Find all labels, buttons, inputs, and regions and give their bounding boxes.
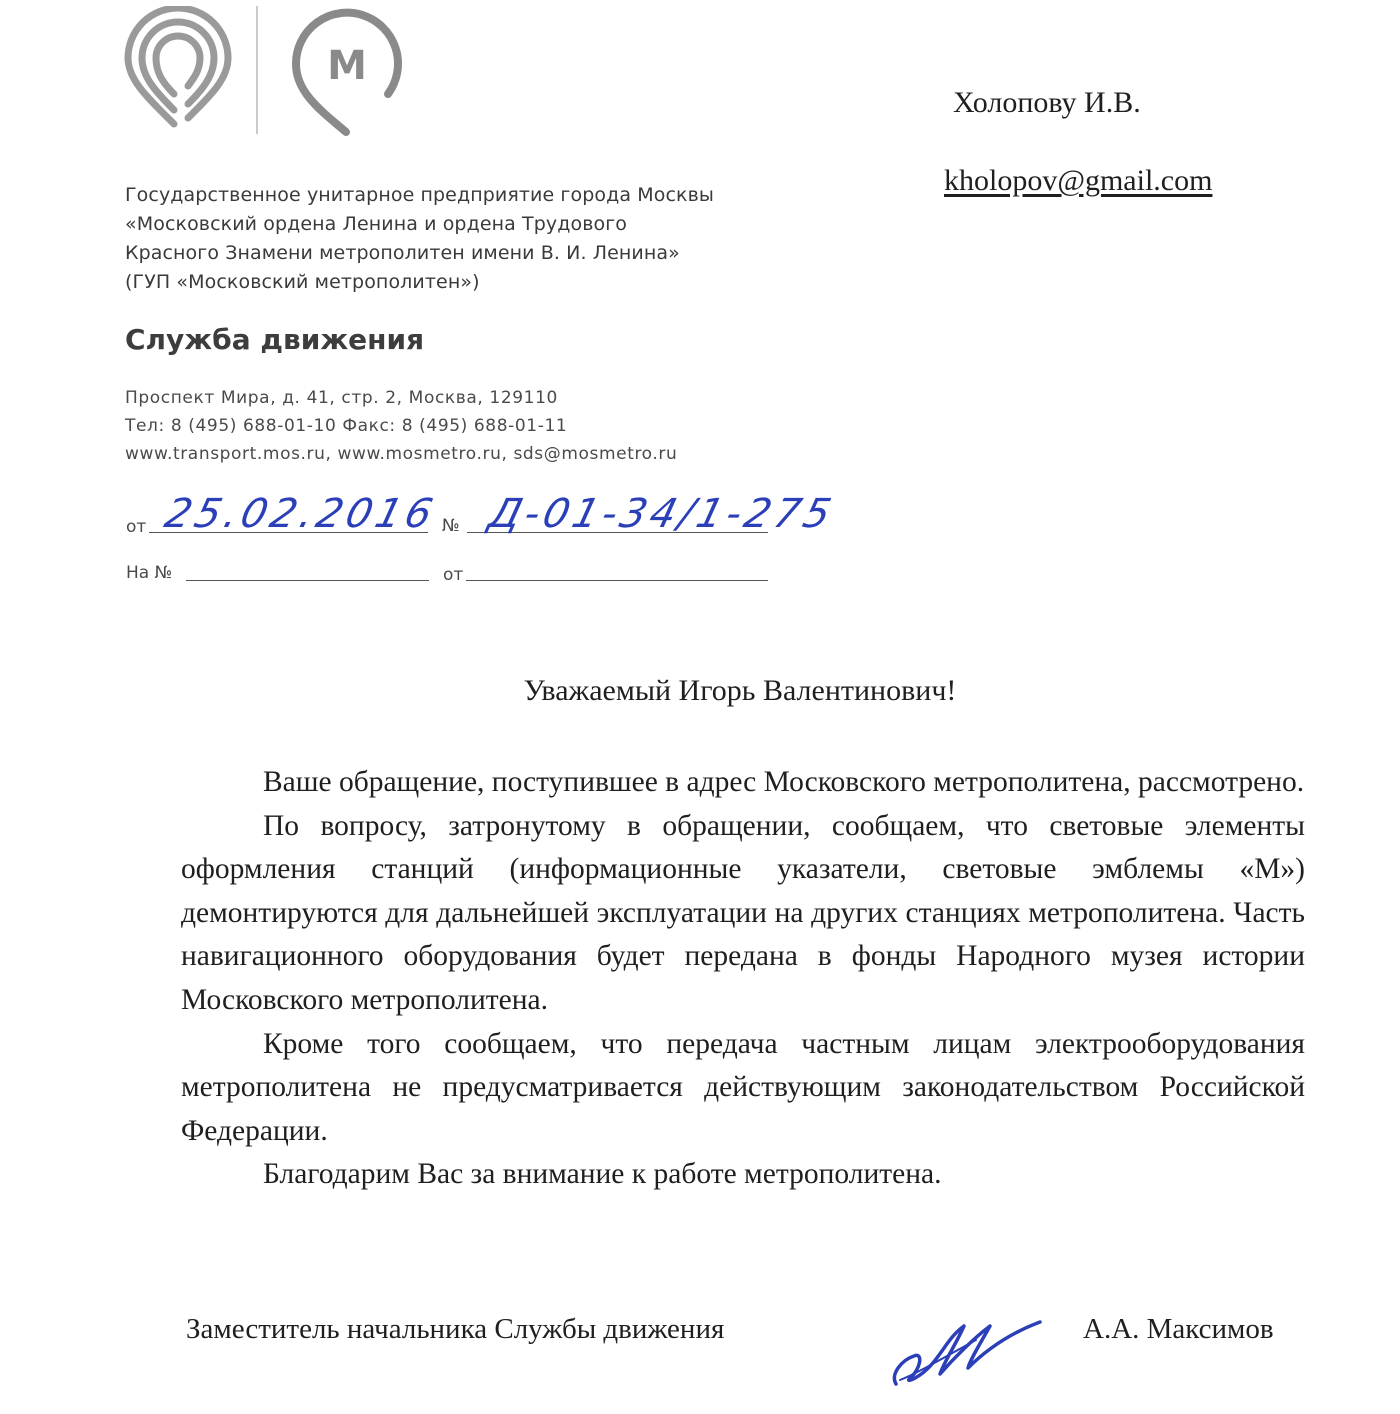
department-title: Служба движения [125,323,425,356]
signatory-name: А.А. Максимов [1083,1313,1274,1345]
letter-body [181,761,1305,1197]
reply-number-line [186,580,429,581]
recipient-email[interactable]: kholopov@gmail.com [944,164,1213,197]
handwritten-signature [880,1314,1060,1394]
reply-number-label: На № [126,563,173,583]
org-line: (ГУП «Московский метрополитен») [125,271,480,293]
number-handwritten: Д-01-34/1-275 [484,491,840,537]
reply-date-line [466,580,768,581]
paragraph: Благодарим Вас за внимание к работе метрополитена. [263,1158,942,1191]
moscow-transport-logo [128,8,228,128]
recipient-name: Холопову И.В. [953,86,1141,119]
org-line: «Московский ордена Ленина и ордена Трудового [125,213,628,235]
paragraph: Ваше обращение, поступившее в адрес Московского метрополитена, рассмотрено. [263,766,1305,798]
from-date-handwritten: 25.02.2016 [160,491,441,537]
org-line: Красного Знамени метрополитен имени В. И. Ленина» [125,242,680,264]
number-label: № [442,516,460,536]
contact-info [125,384,677,468]
web-email: www.transport.mos.ru, www.mosmetro.ru, sds@mosmetro.ru [125,444,678,464]
greeting: Уважаемый Игорь Валентинович! [523,674,957,707]
logo-m-letter: М [327,43,367,89]
org-line: Государственное унитарное предприятие города Москвы [125,184,714,206]
paragraph: По вопросу, затронутому в обращении, сообщаем, что световые элементы оформления станций (информационные указатели, световые эмблемы «М») демонтируются для дальнейшей эксплуатации на других станциях метрополитена. Часть навигационного оборудования будет передана в фонды Народного музея истории Московского метрополитена. [181,809,1305,1016]
signatory-position: Заместитель начальника Службы движения [186,1313,725,1345]
metro-m-logo [296,13,398,132]
reply-date-label: от [443,565,464,585]
metro-logos [118,6,418,138]
from-date-label: от [126,517,147,537]
organization-name [125,181,714,297]
phone-fax: Тел: 8 (495) 688-01-10 Факс: 8 (495) 688-01-11 [125,416,568,436]
address: Проспект Мира, д. 41, стр. 2, Москва, 129110 [125,388,558,408]
paragraph: Кроме того сообщаем, что передача частным лицам электрооборудования метрополитена не предусматривается действующим законодательством Российской Федерации. [181,1027,1305,1147]
